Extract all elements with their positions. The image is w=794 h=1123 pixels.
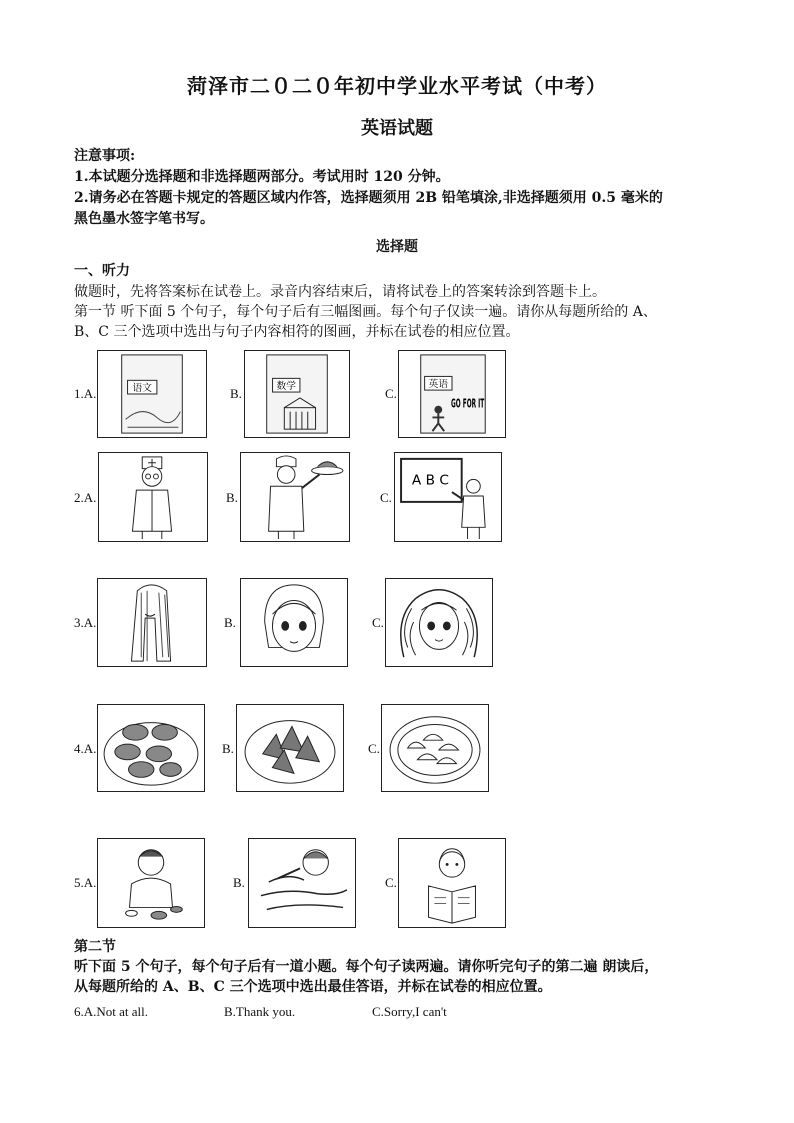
q4-label-c: C.	[368, 741, 380, 756]
q1b-book-text: 数学	[276, 381, 297, 393]
q2-option-a-image[interactable]	[98, 452, 208, 542]
sec2-heading: 第二节	[74, 939, 116, 955]
q2-label-c: C.	[380, 490, 392, 505]
q2-label-b: B.	[226, 490, 238, 505]
q1c-book-text: 英语	[428, 379, 449, 391]
sec2-line1: 听下面 5 个句子，每个句子后有一道小题。每个句子读两遍。请你听完句子的第二遍 朗读后，	[74, 959, 659, 975]
q6-option-a[interactable]: 6.A.Not at all.	[74, 1004, 149, 1019]
q1a-book-text: 语文	[132, 383, 152, 395]
q5-label-a: 5.A.	[74, 875, 97, 890]
notes-heading: 注意事项:	[74, 148, 136, 164]
notes-item-1: 1.本试题分选择题和非选择题两部分。考试用时 120 分钟。	[74, 169, 450, 185]
q2-option-b-image[interactable]	[240, 452, 350, 542]
q4-option-c-image[interactable]	[381, 704, 489, 792]
q1c-go-for-it: GO FOR IT	[451, 395, 485, 411]
section-heading: 选择题	[376, 239, 418, 255]
q3-label-a: 3.A.	[74, 615, 97, 630]
q3-label-b: B.	[224, 615, 236, 630]
q4-label-b: B.	[222, 741, 234, 756]
q5-label-c: C.	[385, 875, 397, 890]
q5-option-c-image[interactable]	[398, 838, 506, 928]
q6-option-c[interactable]: C.Sorry,I can't	[372, 1004, 447, 1019]
q1-label-c: C.	[385, 386, 397, 401]
q1-label-a: 1.A.	[74, 386, 97, 401]
notes-item-2a: 2.请务必在答题卡规定的答题区域内作答，选择题须用 2B 铅笔填涂,非选择题须用 0.5 毫米的	[74, 190, 663, 206]
sec2-line2: 从每题所给的 A、B、C 三个选项中选出最佳答语，并标在试卷的相应位置。	[74, 979, 552, 995]
q4-label-a: 4.A.	[74, 741, 97, 756]
q3-option-c-image[interactable]	[385, 578, 493, 667]
q4-option-a-image[interactable]	[97, 704, 205, 792]
q6-option-b[interactable]: B.Thank you.	[224, 1004, 296, 1019]
q2-label-a: 2.A.	[74, 490, 97, 505]
q1-option-a-image[interactable]	[97, 350, 207, 438]
q2-option-c-image[interactable]	[394, 452, 502, 542]
part1-sec1-line1: 第一节 听下面 5 个句子，每个句子后有三幅图画。每个句子仅读一遍。请你从每题所给的 A、	[74, 304, 657, 320]
q4-option-b-image[interactable]	[236, 704, 344, 792]
notes-item-2b: 黑色墨水签字笔书写。	[74, 211, 214, 227]
q1-option-b-image[interactable]	[244, 350, 350, 438]
part1-instruction: 做题时，先将答案标在试卷上。录音内容结束后，请将试卷上的答案转涂到答题卡上。	[74, 284, 606, 300]
q2c-board-text: A B C	[411, 472, 449, 489]
part1-sec1-line2: B、C 三个选项中选出与句子内容相符的图画，并标在试卷的相应位置。	[74, 324, 520, 340]
q3-option-a-image[interactable]	[97, 578, 207, 667]
q5-option-a-image[interactable]	[97, 838, 205, 928]
q3-label-c: C.	[372, 615, 384, 630]
q1-option-c-image[interactable]	[398, 350, 506, 438]
q3-option-b-image[interactable]	[240, 578, 348, 667]
q5-option-b-image[interactable]	[248, 838, 356, 928]
exam-subtitle: 英语试题	[361, 118, 433, 139]
exam-title: 菏泽市二０二０年初中学业水平考试（中考）	[187, 74, 607, 98]
q5-label-b: B.	[233, 875, 245, 890]
q1-label-b: B.	[230, 386, 242, 401]
part1-heading: 一、听力	[74, 263, 130, 279]
